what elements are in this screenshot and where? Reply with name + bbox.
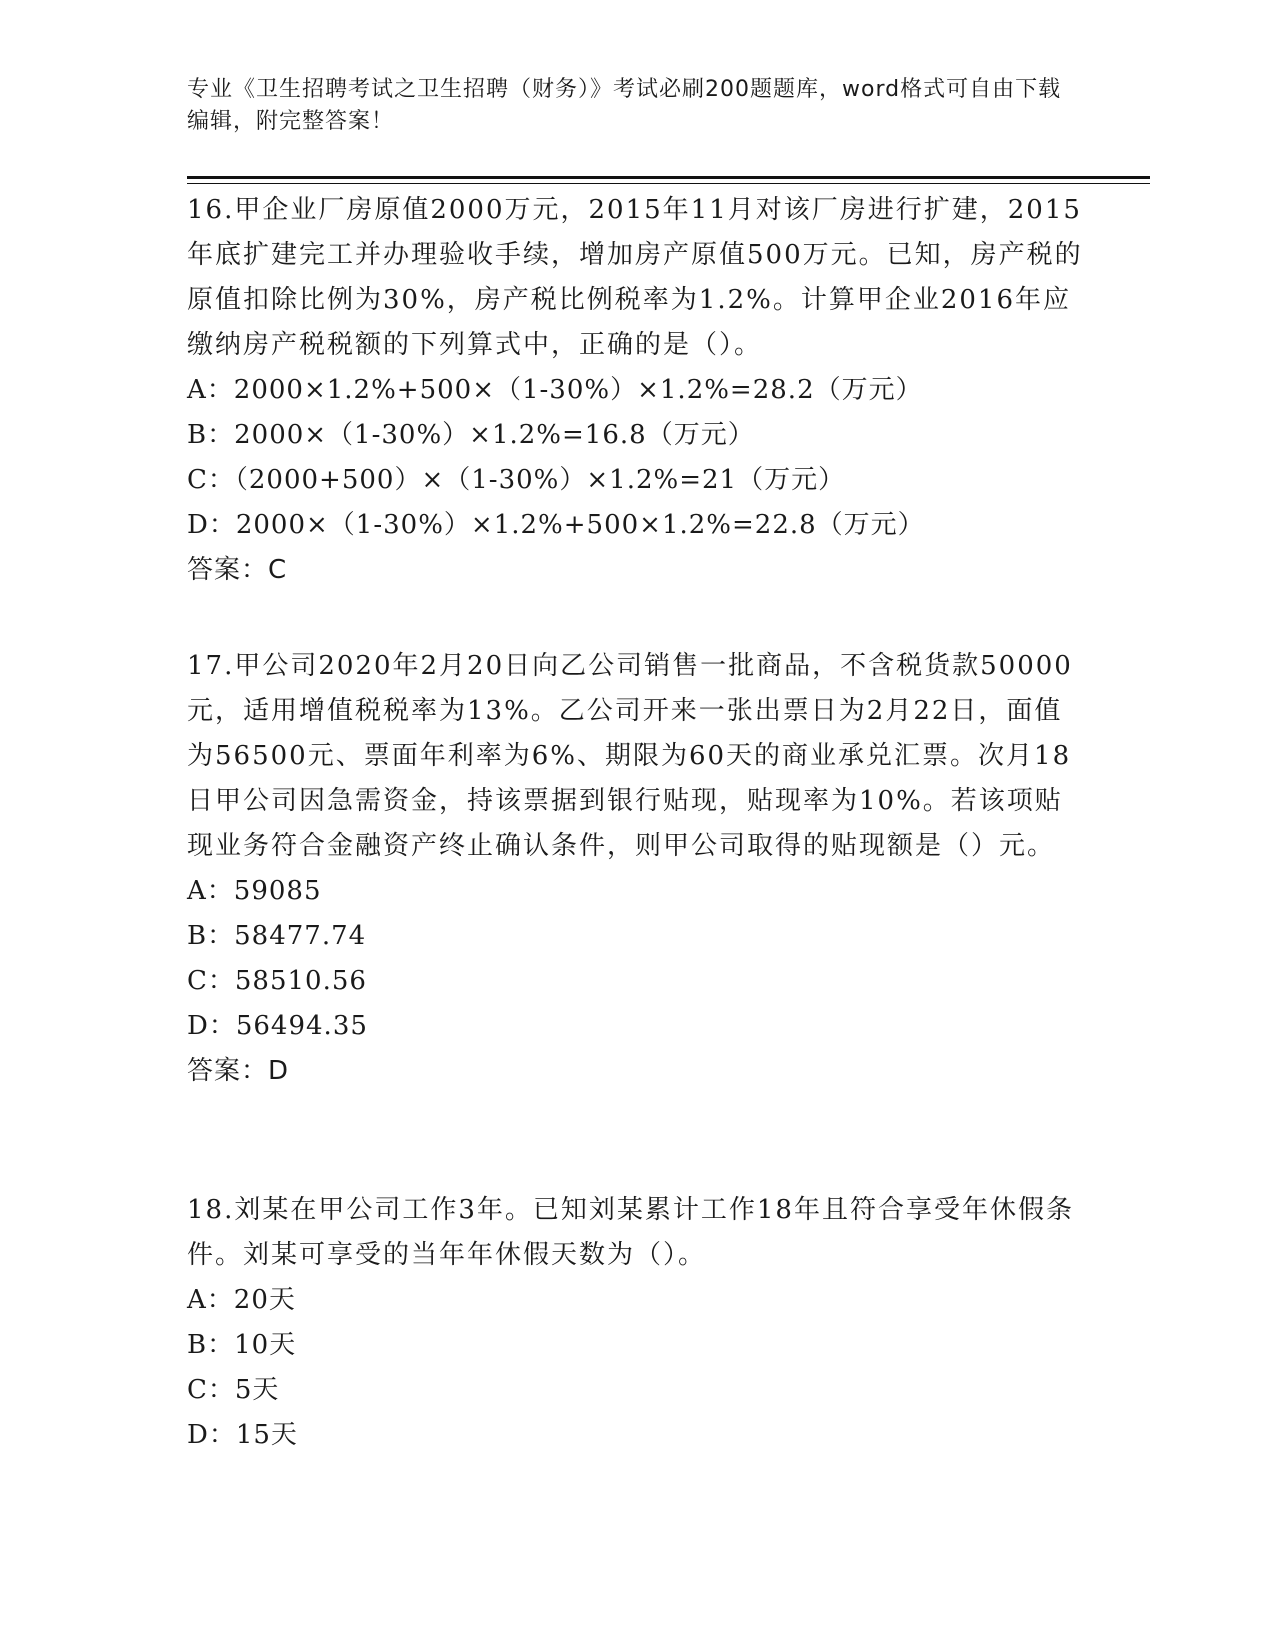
answer: 答案：D [187,1056,290,1086]
option-a: A：20天 [187,1285,296,1315]
option-d: D：15天 [187,1420,298,1450]
option-d: D：56494.35 [187,1011,368,1041]
question-stem: 17.甲公司2020年2月20日向乙公司销售一批商品，不含税货款50000元，适用增值税税率为13%。乙公司开来一张出票日为2月22日，面值为56500元、票面年利率为6%、期限为60天的商业承兑汇票。次月18日甲公司因急需资金，持该票据到银行贴现，贴现率为10%。若该项贴现业务符合金融资产终止确认条件，则甲公司取得的贴现额是（）元。 [187,651,1073,861]
option-b: B：2000×（1-30%）×1.2%=16.8（万元） [187,420,755,450]
question-18 [187,1188,1087,1458]
option-b: B：10天 [187,1330,297,1360]
answer: 答案：C [187,555,288,585]
option-a: A：2000×1.2%+500×（1-30%）×1.2%=28.2（万元） [187,375,923,405]
document-header-title: 专业《卫生招聘考试之卫生招聘（财务）》考试必刷200题题库，word格式可自由下载编辑，附完整答案！ [187,77,1062,134]
option-c: C：5天 [187,1375,280,1405]
question-17 [187,644,1087,1094]
option-a: A：59085 [187,876,322,906]
question-16 [187,188,1087,593]
header-divider-thick [187,176,1150,179]
option-c: C：58510.56 [187,966,367,996]
question-stem: 16.甲企业厂房原值2000万元，2015年11月对该厂房进行扩建，2015年底扩建完工并办理验收手续，增加房产原值500万元。已知，房产税的原值扣除比例为30%，房产税比例税率为1.2%。计算甲企业2016年应缴纳房产税税额的下列算式中，正确的是（）。 [187,195,1083,360]
header-divider-thin [187,183,1150,184]
question-stem: 18.刘某在甲公司工作3年。已知刘某累计工作18年且符合享受年休假条件。刘某可享受的当年年休假天数为（）。 [187,1195,1074,1270]
option-c: C：（2000+500）×（1-30%）×1.2%=21（万元） [187,465,846,495]
option-b: B：58477.74 [187,921,367,951]
option-d: D：2000×（1-30%）×1.2%+500×1.2%=22.8（万元） [187,510,925,540]
